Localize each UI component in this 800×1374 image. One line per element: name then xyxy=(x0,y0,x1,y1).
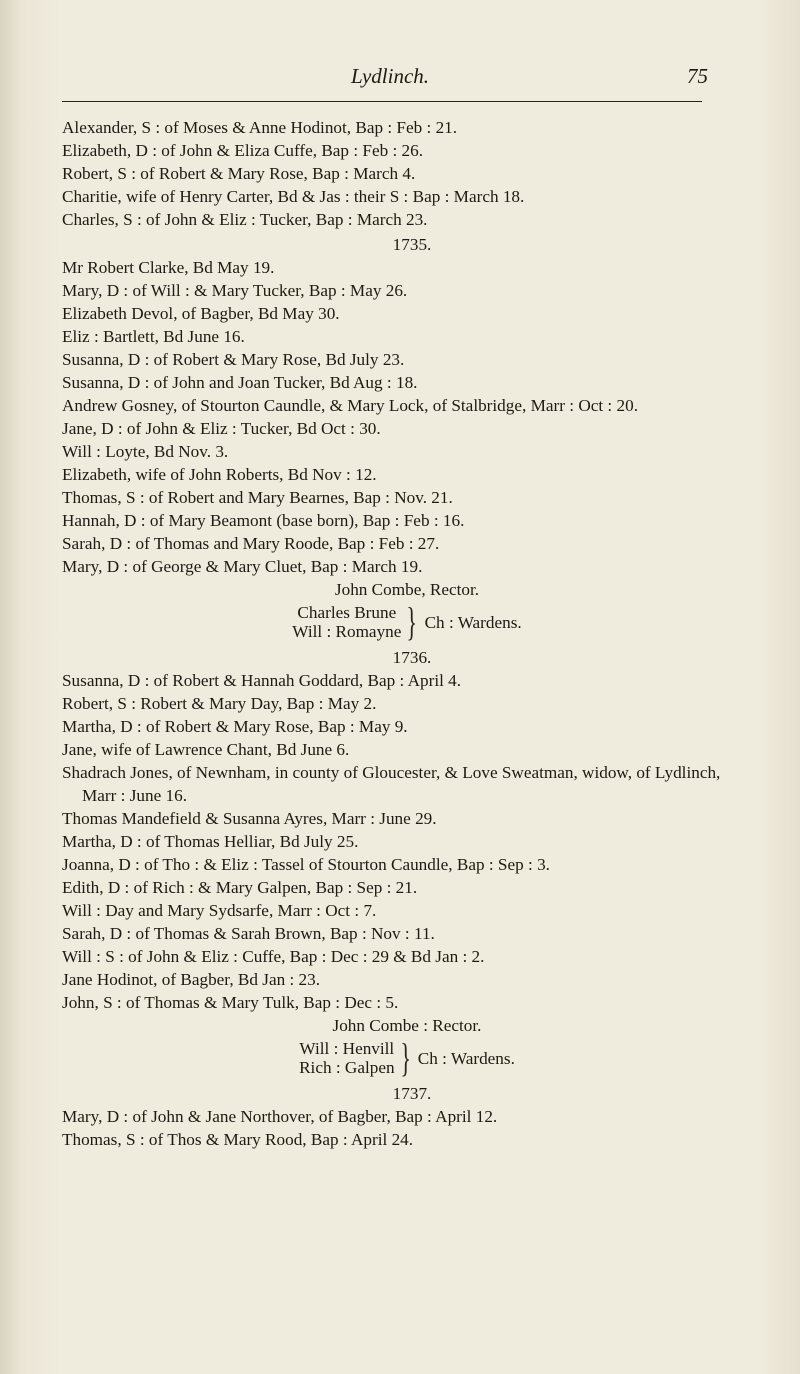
register-entry: Will : Day and Mary Sydsarfe, Marr : Oct : 7. xyxy=(62,901,377,920)
register-entry: Mary, D : of George & Mary Cluet, Bap : March 19. xyxy=(62,557,423,576)
register-entry: Susanna, D : of Robert & Mary Rose, Bd July 23. xyxy=(62,350,405,369)
register-entry: Will : S : of John & Eliz : Cuffe, Bap : Dec : 29 & Bd Jan : 2. xyxy=(62,947,485,966)
warden-name: Will : Romayne xyxy=(292,622,402,641)
brace-glyph: } xyxy=(399,1035,411,1080)
register-entry: John, S : of Thomas & Mary Tulk, Bap : Dec : 5. xyxy=(62,993,399,1012)
year-heading: 1735. xyxy=(392,235,432,254)
year-heading: 1737. xyxy=(392,1084,432,1103)
register-entry: Shadrach Jones, of Newnham, in county of Gloucester, & Love Sweatman, widow, of Lydlinch, Marr : June 16. xyxy=(62,763,721,805)
register-entry: Susanna, D : of John and Joan Tucker, Bd Aug : 18. xyxy=(62,373,418,392)
page-number: 75 xyxy=(687,64,708,88)
rector-signature: John Combe : Rector. xyxy=(332,1016,482,1035)
register-entry: Elizabeth Devol, of Bagber, Bd May 30. xyxy=(62,304,340,323)
register-entry: Jane, wife of Lawrence Chant, Bd June 6. xyxy=(62,740,350,759)
churchwardens-block xyxy=(62,599,742,644)
register-entry: Hannah, D : of Mary Beamont (base born), Bap : Feb : 16. xyxy=(62,511,465,530)
register-entry: Mary, D : of Will : & Mary Tucker, Bap : May 26. xyxy=(62,281,408,300)
register-entry: Eliz : Bartlett, Bd June 16. xyxy=(62,327,245,346)
register-entry: Martha, D : of Robert & Mary Rose, Bap : May 9. xyxy=(62,717,408,736)
register-entry: Will : Loyte, Bd Nov. 3. xyxy=(62,442,229,461)
brace-glyph: } xyxy=(406,599,418,644)
warden-names xyxy=(292,603,401,641)
warden-name: Charles Brune xyxy=(297,603,397,622)
register-entry: Charles, S : of John & Eliz : Tucker, Bap : March 23. xyxy=(62,210,428,229)
register-entry: Mary, D : of John & Jane Northover, of Bagber, Bap : April 12. xyxy=(62,1107,498,1126)
warden-name: Rich : Galpen xyxy=(299,1058,395,1077)
warden-names xyxy=(299,1039,394,1077)
register-entry: Joanna, D : of Tho : & Eliz : Tassel of Stourton Caundle, Bap : Sep : 3. xyxy=(62,855,550,874)
register-entry: Thomas, S : of Thos & Mary Rood, Bap : April 24. xyxy=(62,1130,414,1149)
year-section xyxy=(62,1082,742,1151)
register-entry: Robert, S : Robert & Mary Day, Bap : May 2. xyxy=(62,694,377,713)
register-entry: Martha, D : of Thomas Helliar, Bd July 25. xyxy=(62,832,359,851)
register-body xyxy=(62,116,742,1151)
running-title: Lydlinch. xyxy=(350,64,430,88)
year-section xyxy=(62,646,742,1078)
register-entry: Susanna, D : of Robert & Hannah Goddard, Bap : April 4. xyxy=(62,671,462,690)
register-entry: Thomas Mandefield & Susanna Ayres, Marr : June 29. xyxy=(62,809,437,828)
churchwardens-block xyxy=(62,1035,742,1080)
register-entry: Jane, D : of John & Eliz : Tucker, Bd Oct : 30. xyxy=(62,419,381,438)
rector-signature: John Combe, Rector. xyxy=(334,580,480,599)
register-entry: Charitie, wife of Henry Carter, Bd & Jas : their S : Bap : March 18. xyxy=(62,187,525,206)
warden-name: Will : Henvill xyxy=(299,1039,395,1058)
register-entry: Alexander, S : of Moses & Anne Hodinot, Bap : Feb : 21. xyxy=(62,118,458,137)
header-rule xyxy=(62,101,702,102)
register-entry: Edith, D : of Rich : & Mary Galpen, Bap : Sep : 21. xyxy=(62,878,418,897)
wardens-label: Ch : Wardens. xyxy=(417,1048,515,1068)
register-entry: Thomas, S : of Robert and Mary Bearnes, Bap : Nov. 21. xyxy=(62,488,453,507)
register-entry: Mr Robert Clarke, Bd May 19. xyxy=(62,258,275,277)
register-entry: Elizabeth, D : of John & Eliza Cuffe, Bap : Feb : 26. xyxy=(62,141,424,160)
register-entry: Sarah, D : of Thomas & Sarah Brown, Bap : Nov : 11. xyxy=(62,924,435,943)
year-heading: 1736. xyxy=(392,648,432,667)
register-entry: Sarah, D : of Thomas and Mary Roode, Bap : Feb : 27. xyxy=(62,534,440,553)
register-entry: Robert, S : of Robert & Mary Rose, Bap : March 4. xyxy=(62,164,416,183)
page-header xyxy=(60,64,720,94)
year-section xyxy=(62,116,742,231)
year-section xyxy=(62,233,742,642)
register-entry: Elizabeth, wife of John Roberts, Bd Nov : 12. xyxy=(62,465,377,484)
register-entry: Andrew Gosney, of Stourton Caundle, & Mary Lock, of Stalbridge, Marr : Oct : 20. xyxy=(62,396,638,415)
register-entry: Jane Hodinot, of Bagber, Bd Jan : 23. xyxy=(62,970,321,989)
wardens-label: Ch : Wardens. xyxy=(424,612,522,632)
